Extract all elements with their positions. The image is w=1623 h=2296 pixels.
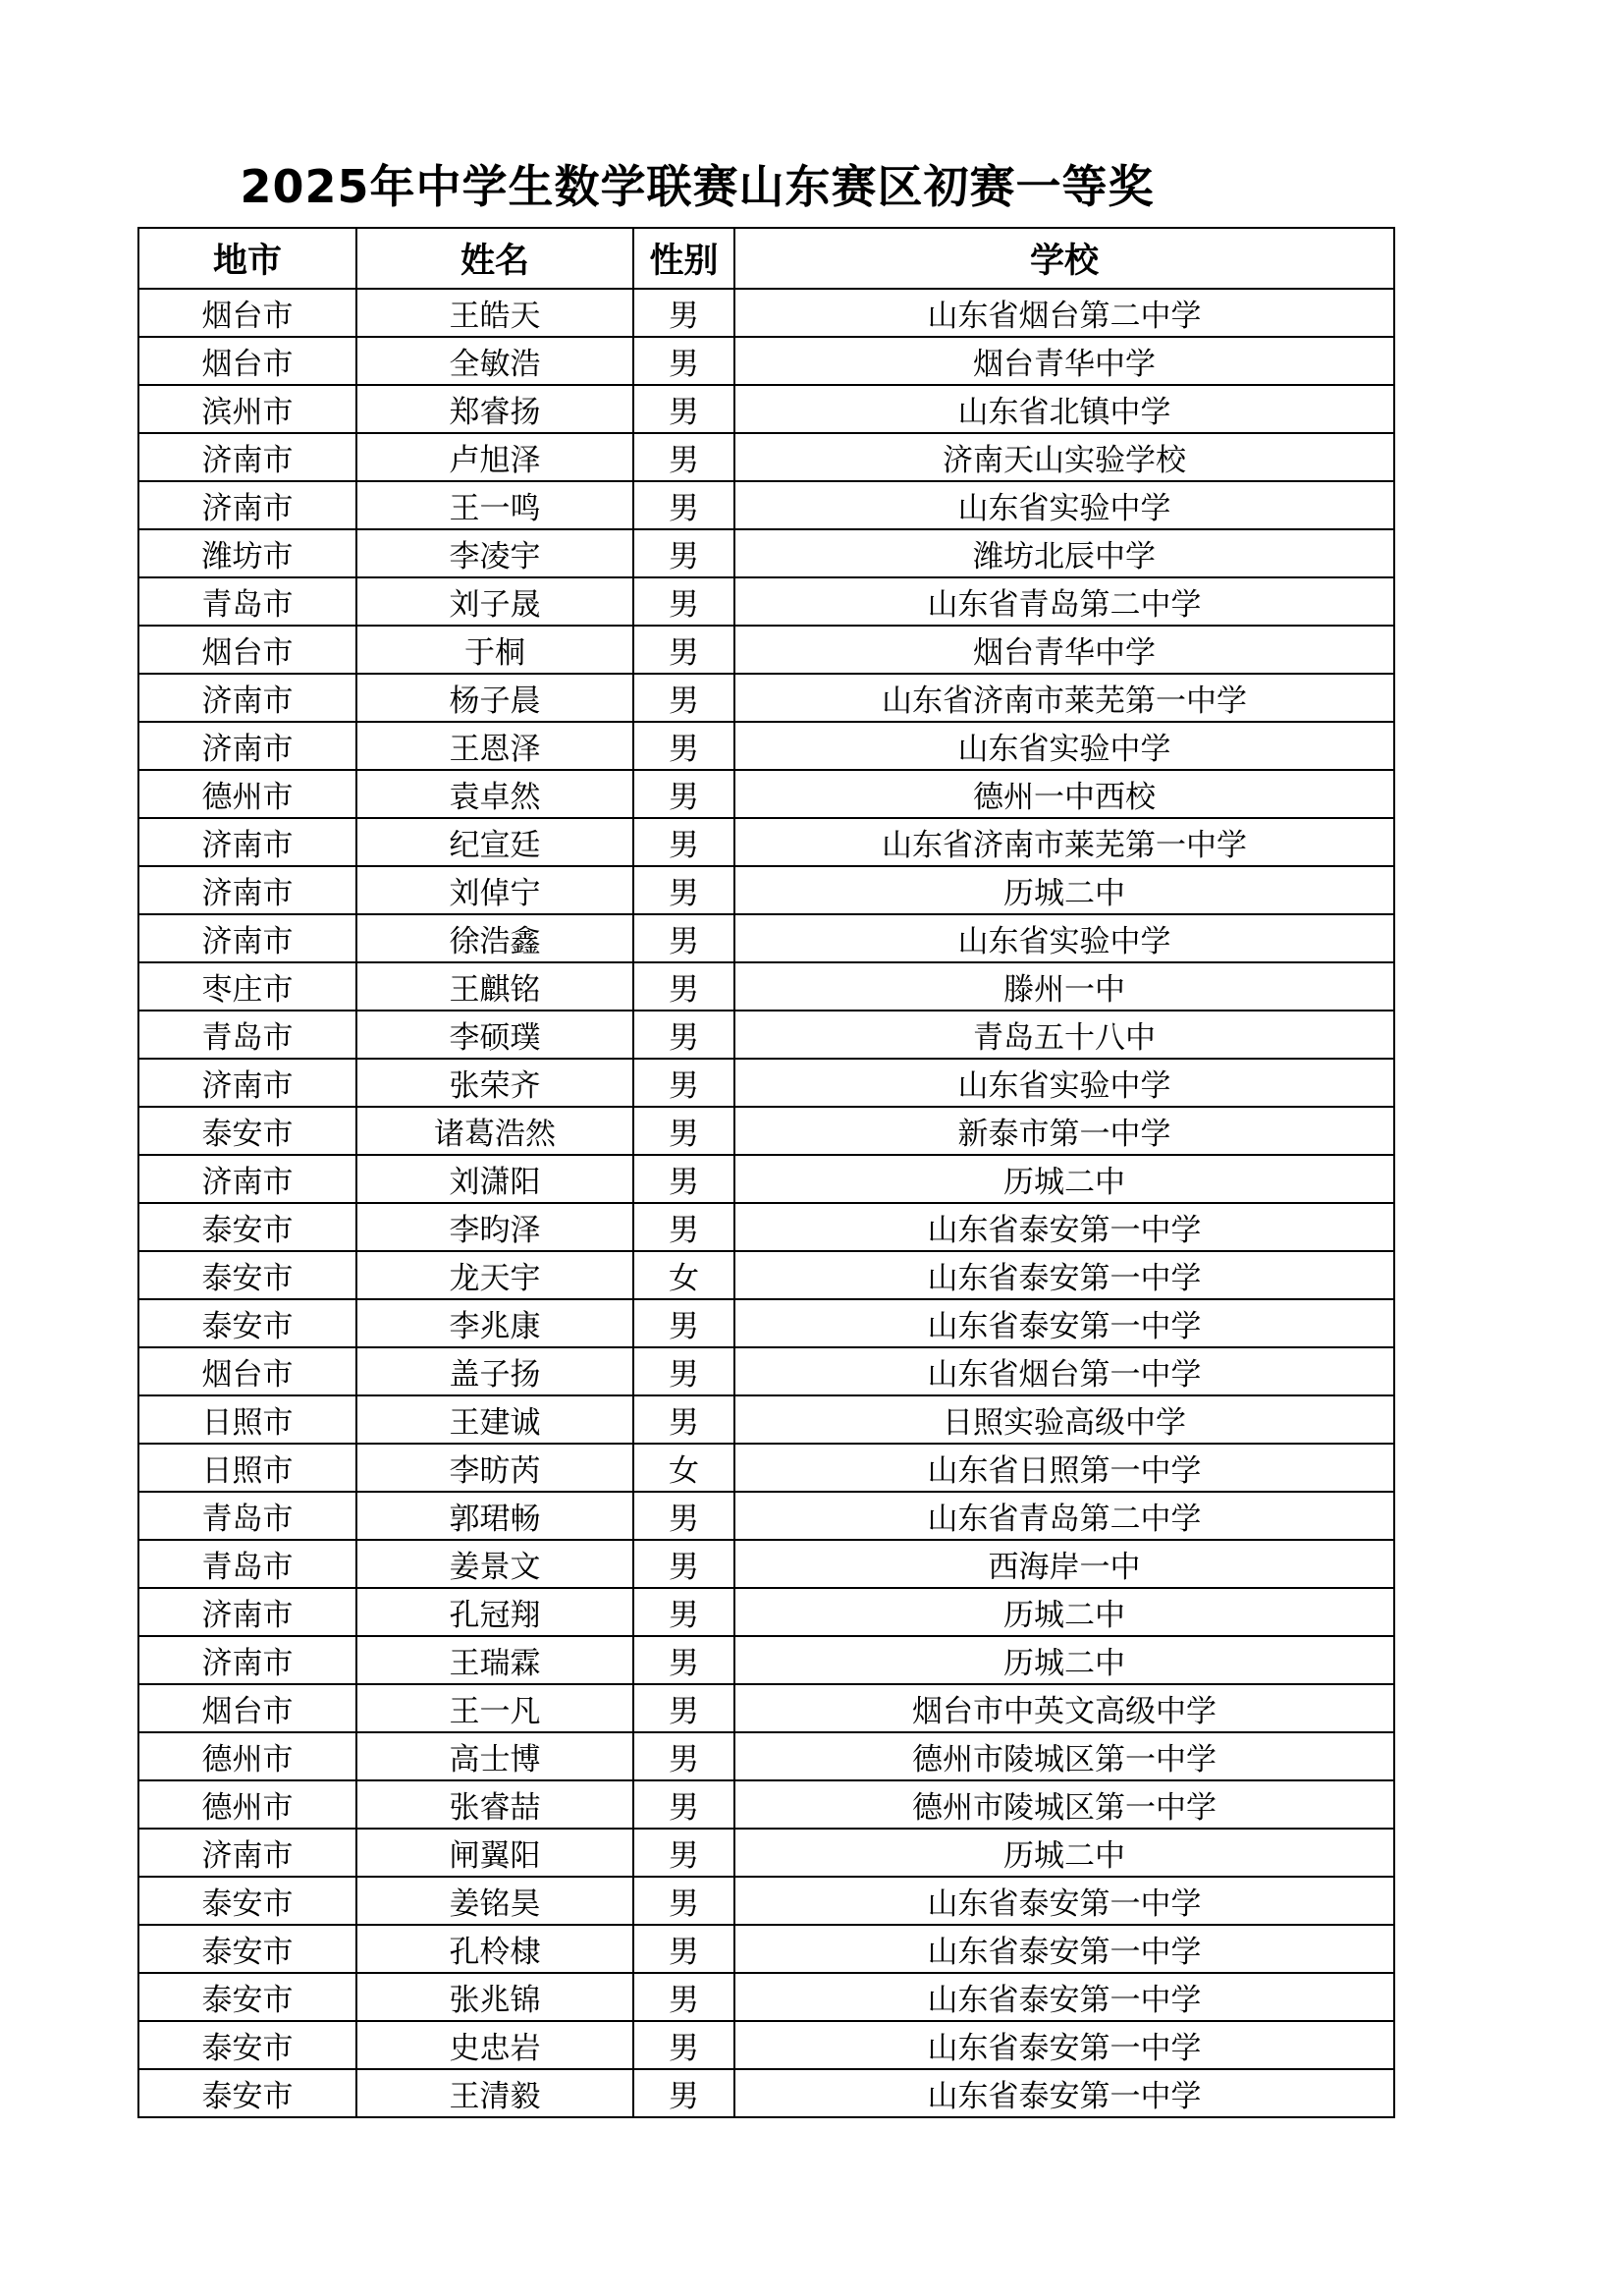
cell-name: 王一凡 bbox=[356, 1684, 633, 1732]
cell-gender: 男 bbox=[633, 577, 734, 626]
cell-name: 张荣齐 bbox=[356, 1059, 633, 1107]
cell-name: 李兆康 bbox=[356, 1299, 633, 1347]
cell-city: 青岛市 bbox=[138, 1011, 356, 1059]
cell-school: 山东省实验中学 bbox=[734, 722, 1394, 770]
cell-city: 烟台市 bbox=[138, 1684, 356, 1732]
cell-gender: 男 bbox=[633, 914, 734, 962]
cell-school: 新泰市第一中学 bbox=[734, 1107, 1394, 1155]
table-row bbox=[138, 1588, 1394, 1636]
cell-gender: 男 bbox=[633, 1203, 734, 1251]
table-row bbox=[138, 1299, 1394, 1347]
table-header-row bbox=[138, 228, 1394, 289]
cell-city: 济南市 bbox=[138, 1059, 356, 1107]
table-row bbox=[138, 2021, 1394, 2069]
cell-school: 历城二中 bbox=[734, 1588, 1394, 1636]
cell-name: 郑睿扬 bbox=[356, 385, 633, 433]
cell-school: 滕州一中 bbox=[734, 962, 1394, 1011]
table-row bbox=[138, 1155, 1394, 1203]
cell-city: 德州市 bbox=[138, 1780, 356, 1829]
table-row bbox=[138, 1780, 1394, 1829]
cell-city: 泰安市 bbox=[138, 1877, 356, 1925]
cell-gender: 女 bbox=[633, 1251, 734, 1299]
cell-name: 王建诚 bbox=[356, 1395, 633, 1444]
cell-city: 济南市 bbox=[138, 433, 356, 481]
cell-gender: 男 bbox=[633, 2069, 734, 2117]
cell-school: 山东省日照第一中学 bbox=[734, 1444, 1394, 1492]
cell-school: 山东省实验中学 bbox=[734, 481, 1394, 529]
cell-name: 王麒铭 bbox=[356, 962, 633, 1011]
cell-city: 日照市 bbox=[138, 1395, 356, 1444]
cell-name: 姜铭昊 bbox=[356, 1877, 633, 1925]
table-row bbox=[138, 818, 1394, 866]
cell-city: 烟台市 bbox=[138, 337, 356, 385]
cell-school: 烟台市中英文高级中学 bbox=[734, 1684, 1394, 1732]
cell-city: 德州市 bbox=[138, 770, 356, 818]
cell-gender: 男 bbox=[633, 1155, 734, 1203]
cell-gender: 男 bbox=[633, 1636, 734, 1684]
cell-city: 青岛市 bbox=[138, 1492, 356, 1540]
cell-city: 泰安市 bbox=[138, 2069, 356, 2117]
cell-school: 山东省泰安第一中学 bbox=[734, 1973, 1394, 2021]
cell-city: 德州市 bbox=[138, 1732, 356, 1780]
cell-name: 孔柃棣 bbox=[356, 1925, 633, 1973]
cell-name: 张睿喆 bbox=[356, 1780, 633, 1829]
table-row bbox=[138, 1011, 1394, 1059]
cell-city: 青岛市 bbox=[138, 577, 356, 626]
cell-school: 历城二中 bbox=[734, 1155, 1394, 1203]
cell-city: 济南市 bbox=[138, 1636, 356, 1684]
cell-gender: 男 bbox=[633, 433, 734, 481]
cell-city: 青岛市 bbox=[138, 1540, 356, 1588]
cell-gender: 男 bbox=[633, 337, 734, 385]
cell-city: 济南市 bbox=[138, 818, 356, 866]
table-row bbox=[138, 1107, 1394, 1155]
table-row bbox=[138, 1059, 1394, 1107]
cell-gender: 男 bbox=[633, 2021, 734, 2069]
cell-name: 于桐 bbox=[356, 626, 633, 674]
table-row bbox=[138, 1877, 1394, 1925]
cell-gender: 男 bbox=[633, 1732, 734, 1780]
cell-gender: 男 bbox=[633, 626, 734, 674]
cell-gender: 女 bbox=[633, 1444, 734, 1492]
table-row bbox=[138, 577, 1394, 626]
table-row bbox=[138, 722, 1394, 770]
cell-gender: 男 bbox=[633, 1395, 734, 1444]
cell-gender: 男 bbox=[633, 1829, 734, 1877]
cell-gender: 男 bbox=[633, 722, 734, 770]
cell-gender: 男 bbox=[633, 962, 734, 1011]
cell-city: 潍坊市 bbox=[138, 529, 356, 577]
table-row bbox=[138, 1925, 1394, 1973]
cell-gender: 男 bbox=[633, 1973, 734, 2021]
cell-name: 王恩泽 bbox=[356, 722, 633, 770]
cell-name: 李凌宇 bbox=[356, 529, 633, 577]
cell-gender: 男 bbox=[633, 1492, 734, 1540]
cell-gender: 男 bbox=[633, 1540, 734, 1588]
cell-school: 日照实验高级中学 bbox=[734, 1395, 1394, 1444]
cell-name: 卢旭泽 bbox=[356, 433, 633, 481]
cell-school: 山东省实验中学 bbox=[734, 1059, 1394, 1107]
cell-school: 济南天山实验学校 bbox=[734, 433, 1394, 481]
cell-gender: 男 bbox=[633, 1684, 734, 1732]
table-row bbox=[138, 1973, 1394, 2021]
cell-school: 德州一中西校 bbox=[734, 770, 1394, 818]
cell-city: 济南市 bbox=[138, 1588, 356, 1636]
cell-name: 孔冠翔 bbox=[356, 1588, 633, 1636]
cell-city: 泰安市 bbox=[138, 1203, 356, 1251]
cell-school: 潍坊北辰中学 bbox=[734, 529, 1394, 577]
cell-school: 德州市陵城区第一中学 bbox=[734, 1732, 1394, 1780]
cell-gender: 男 bbox=[633, 866, 734, 914]
cell-school: 烟台青华中学 bbox=[734, 337, 1394, 385]
cell-city: 泰安市 bbox=[138, 1299, 356, 1347]
table-row bbox=[138, 529, 1394, 577]
cell-city: 济南市 bbox=[138, 1829, 356, 1877]
cell-school: 山东省烟台第一中学 bbox=[734, 1347, 1394, 1395]
table-row bbox=[138, 1395, 1394, 1444]
cell-gender: 男 bbox=[633, 1877, 734, 1925]
cell-school: 历城二中 bbox=[734, 1636, 1394, 1684]
table-row bbox=[138, 1492, 1394, 1540]
cell-name: 王清毅 bbox=[356, 2069, 633, 2117]
header-gender: 性别 bbox=[633, 228, 734, 289]
cell-school: 德州市陵城区第一中学 bbox=[734, 1780, 1394, 1829]
cell-school: 山东省济南市莱芜第一中学 bbox=[734, 674, 1394, 722]
cell-name: 闸翼阳 bbox=[356, 1829, 633, 1877]
table-row bbox=[138, 289, 1394, 337]
cell-gender: 男 bbox=[633, 770, 734, 818]
cell-school: 山东省青岛第二中学 bbox=[734, 1492, 1394, 1540]
cell-gender: 男 bbox=[633, 818, 734, 866]
cell-city: 泰安市 bbox=[138, 1251, 356, 1299]
cell-city: 泰安市 bbox=[138, 2021, 356, 2069]
table-row bbox=[138, 385, 1394, 433]
cell-city: 泰安市 bbox=[138, 1973, 356, 2021]
cell-name: 刘倬宁 bbox=[356, 866, 633, 914]
cell-name: 全敏浩 bbox=[356, 337, 633, 385]
table-row bbox=[138, 626, 1394, 674]
table-row bbox=[138, 1444, 1394, 1492]
cell-name: 郭珺畅 bbox=[356, 1492, 633, 1540]
table-row bbox=[138, 770, 1394, 818]
table-row bbox=[138, 2069, 1394, 2117]
table-row bbox=[138, 674, 1394, 722]
cell-gender: 男 bbox=[633, 1925, 734, 1973]
cell-school: 山东省实验中学 bbox=[734, 914, 1394, 962]
cell-name: 王一鸣 bbox=[356, 481, 633, 529]
cell-name: 李昀泽 bbox=[356, 1203, 633, 1251]
cell-gender: 男 bbox=[633, 1107, 734, 1155]
table-row bbox=[138, 1829, 1394, 1877]
cell-city: 枣庄市 bbox=[138, 962, 356, 1011]
cell-city: 济南市 bbox=[138, 1155, 356, 1203]
cell-gender: 男 bbox=[633, 1347, 734, 1395]
cell-school: 山东省泰安第一中学 bbox=[734, 1299, 1394, 1347]
cell-gender: 男 bbox=[633, 1059, 734, 1107]
cell-gender: 男 bbox=[633, 385, 734, 433]
table-row bbox=[138, 1636, 1394, 1684]
cell-name: 盖子扬 bbox=[356, 1347, 633, 1395]
cell-city: 烟台市 bbox=[138, 1347, 356, 1395]
cell-city: 泰安市 bbox=[138, 1925, 356, 1973]
header-name: 姓名 bbox=[356, 228, 633, 289]
cell-name: 徐浩鑫 bbox=[356, 914, 633, 962]
cell-city: 济南市 bbox=[138, 914, 356, 962]
cell-school: 山东省泰安第一中学 bbox=[734, 2069, 1394, 2117]
table-row bbox=[138, 1732, 1394, 1780]
cell-school: 山东省济南市莱芜第一中学 bbox=[734, 818, 1394, 866]
cell-name: 王皓天 bbox=[356, 289, 633, 337]
table-row bbox=[138, 433, 1394, 481]
cell-school: 山东省烟台第二中学 bbox=[734, 289, 1394, 337]
cell-gender: 男 bbox=[633, 674, 734, 722]
cell-school: 山东省青岛第二中学 bbox=[734, 577, 1394, 626]
cell-school: 山东省泰安第一中学 bbox=[734, 1251, 1394, 1299]
award-table bbox=[137, 227, 1395, 2118]
cell-gender: 男 bbox=[633, 289, 734, 337]
cell-school: 历城二中 bbox=[734, 1829, 1394, 1877]
cell-city: 济南市 bbox=[138, 481, 356, 529]
cell-city: 烟台市 bbox=[138, 289, 356, 337]
table-row bbox=[138, 481, 1394, 529]
table-row bbox=[138, 1251, 1394, 1299]
cell-name: 刘潇阳 bbox=[356, 1155, 633, 1203]
document-title: 2025年中学生数学联赛山东赛区初赛一等奖 bbox=[240, 160, 1155, 213]
cell-name: 李昉芮 bbox=[356, 1444, 633, 1492]
cell-name: 高士博 bbox=[356, 1732, 633, 1780]
cell-school: 山东省北镇中学 bbox=[734, 385, 1394, 433]
cell-name: 龙天宇 bbox=[356, 1251, 633, 1299]
table-row bbox=[138, 1203, 1394, 1251]
cell-school: 青岛五十八中 bbox=[734, 1011, 1394, 1059]
cell-gender: 男 bbox=[633, 1299, 734, 1347]
cell-name: 刘子晟 bbox=[356, 577, 633, 626]
cell-school: 烟台青华中学 bbox=[734, 626, 1394, 674]
cell-name: 杨子晨 bbox=[356, 674, 633, 722]
cell-name: 诸葛浩然 bbox=[356, 1107, 633, 1155]
header-city: 地市 bbox=[138, 228, 356, 289]
cell-city: 济南市 bbox=[138, 674, 356, 722]
cell-city: 日照市 bbox=[138, 1444, 356, 1492]
table-row bbox=[138, 337, 1394, 385]
table-row bbox=[138, 1684, 1394, 1732]
header-school: 学校 bbox=[734, 228, 1394, 289]
cell-gender: 男 bbox=[633, 529, 734, 577]
cell-city: 济南市 bbox=[138, 722, 356, 770]
cell-school: 山东省泰安第一中学 bbox=[734, 1925, 1394, 1973]
cell-gender: 男 bbox=[633, 1780, 734, 1829]
cell-gender: 男 bbox=[633, 1011, 734, 1059]
cell-name: 袁卓然 bbox=[356, 770, 633, 818]
cell-name: 张兆锦 bbox=[356, 1973, 633, 2021]
cell-school: 历城二中 bbox=[734, 866, 1394, 914]
cell-name: 王瑞霖 bbox=[356, 1636, 633, 1684]
cell-gender: 男 bbox=[633, 1588, 734, 1636]
cell-school: 山东省泰安第一中学 bbox=[734, 2021, 1394, 2069]
table-row bbox=[138, 866, 1394, 914]
cell-city: 烟台市 bbox=[138, 626, 356, 674]
cell-name: 史忠岩 bbox=[356, 2021, 633, 2069]
table-row bbox=[138, 962, 1394, 1011]
table-row bbox=[138, 1347, 1394, 1395]
table-row bbox=[138, 1540, 1394, 1588]
cell-city: 滨州市 bbox=[138, 385, 356, 433]
cell-school: 西海岸一中 bbox=[734, 1540, 1394, 1588]
cell-city: 泰安市 bbox=[138, 1107, 356, 1155]
cell-name: 姜景文 bbox=[356, 1540, 633, 1588]
cell-name: 纪宣廷 bbox=[356, 818, 633, 866]
cell-city: 济南市 bbox=[138, 866, 356, 914]
cell-school: 山东省泰安第一中学 bbox=[734, 1203, 1394, 1251]
cell-name: 李硕璞 bbox=[356, 1011, 633, 1059]
table-row bbox=[138, 914, 1394, 962]
cell-school: 山东省泰安第一中学 bbox=[734, 1877, 1394, 1925]
table-body bbox=[138, 289, 1394, 2117]
cell-gender: 男 bbox=[633, 481, 734, 529]
